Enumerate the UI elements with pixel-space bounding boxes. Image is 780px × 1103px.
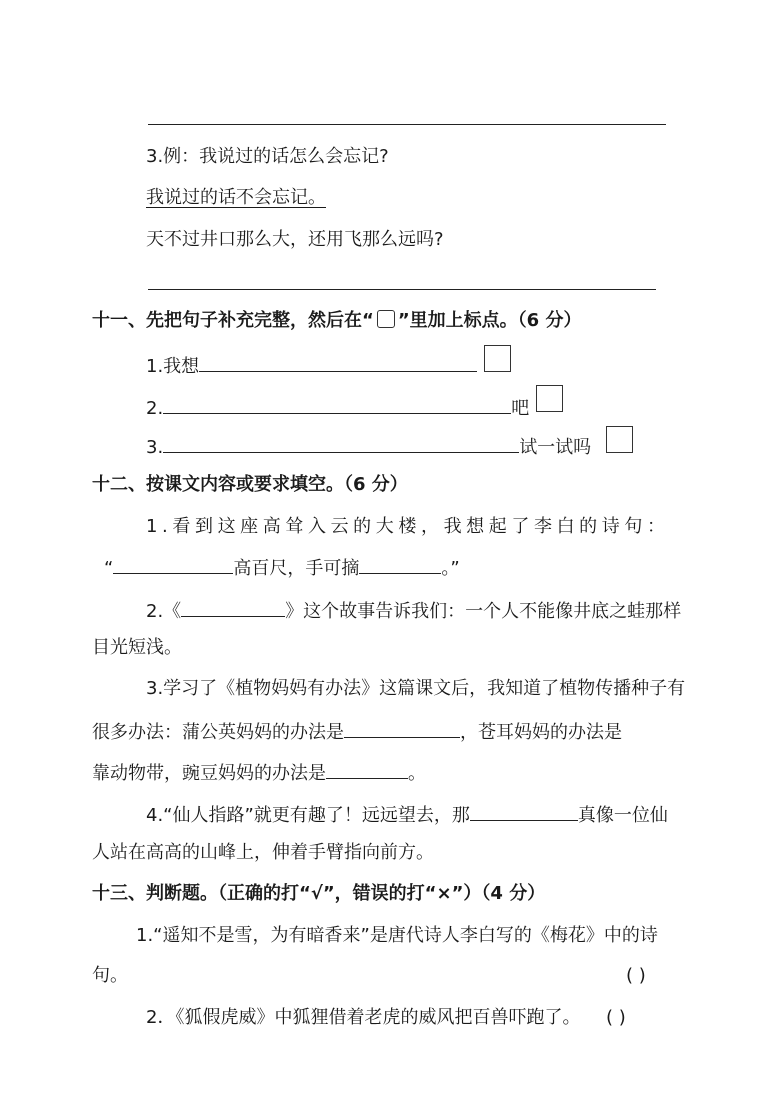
q13-item2: 2．《狐假虎威》中狐狸借着老虎的威风把百兽吓跑了。	[146, 1007, 581, 1028]
section-12-heading: 十二、按课文内容或要求填空。（6 分）	[92, 474, 408, 495]
q12-item1-line2	[104, 554, 460, 581]
q11-s3-suffix: 试一试吗	[519, 437, 592, 458]
q11-s2-blank[interactable]	[163, 394, 511, 414]
section-11-heading-end: ”里加上标点。（6 分）	[397, 310, 582, 331]
q12-i1-mid: 高百尺，手可摘	[233, 558, 360, 579]
q11-s2-prefix: 2.	[146, 398, 164, 419]
q11-s3-blank[interactable]	[163, 433, 519, 453]
q12-item3-line1: 3.学习了《植物妈妈有办法》这篇课文后，我知道了植物传播种子有	[146, 678, 686, 699]
section-11-heading-start: 十一、先把句子补充完整，然后在“	[92, 310, 374, 331]
q12-item3-line3	[92, 759, 426, 786]
q12-i3-l3-end: 。	[408, 763, 426, 784]
q11-s1-prefix: 1.我想	[146, 356, 200, 377]
q12-item2-line2: 目光短浅。	[92, 637, 182, 658]
q12-i4-start: 4.“仙人指路”就更有趣了！远远望去，那	[146, 805, 470, 826]
q12-i1-close: 。”	[441, 558, 460, 579]
q12-item2-line1	[146, 597, 681, 624]
q12-i3-l3-start: 靠动物带，豌豆妈妈的办法是	[92, 763, 326, 784]
q12-i2-start: 2.《	[146, 601, 182, 622]
q12-i3-l2-start: 很多办法：蒲公英妈妈的办法是	[92, 722, 344, 743]
answer-line-top[interactable]	[148, 124, 666, 125]
q11-s2-punctuation-box[interactable]	[536, 385, 563, 412]
q11-s2-suffix: 吧	[511, 398, 530, 419]
q11-sentence-2	[146, 394, 529, 421]
q11-s1-punctuation-box[interactable]	[484, 345, 511, 372]
q11-sentence-3	[146, 433, 591, 460]
q11-sentence-1	[146, 352, 477, 379]
q12-i1-blank-2[interactable]	[359, 554, 441, 574]
q12-i3-blank-2[interactable]	[326, 759, 408, 779]
q12-i1-open-quote: “	[104, 558, 114, 579]
q12-item3-line2	[92, 718, 622, 745]
q12-i4-blank[interactable]	[470, 801, 578, 821]
section-11-heading	[92, 309, 581, 333]
q13-item2-answer-paren[interactable]: ( )	[606, 1007, 626, 1028]
q10-item3-example: 我说过的话不会忘记。	[146, 187, 326, 208]
q13-item1-line2: 句。	[92, 965, 128, 986]
q12-i4-end: 真像一位仙	[577, 805, 668, 826]
q12-item4-line2: 人站在高高的山峰上，伸着手臂指向前方。	[92, 842, 434, 863]
q12-i1-blank-1[interactable]	[113, 554, 233, 574]
q12-item1-line1: 1.看到这座高耸入云的大楼，我想起了李白的诗句：	[146, 516, 670, 537]
q13-item1-answer-paren[interactable]: ( )	[626, 965, 646, 986]
q10-item3-sentence: 天不过井口那么大，还用飞那么远吗?	[146, 229, 444, 250]
q12-i2-end: 》这个故事告诉我们：一个人不能像井底之蛙那样	[285, 601, 682, 622]
q13-item1-line1: 1.“遥知不是雪，为有暗香来”是唐代诗人李白写的《梅花》中的诗	[136, 925, 658, 946]
punctuation-box-icon	[377, 310, 395, 328]
q12-item4-line1	[146, 801, 668, 828]
answer-line-q10-item3[interactable]	[148, 289, 656, 290]
q12-i3-blank-1[interactable]	[344, 718, 460, 738]
section-13-heading: 十三、判断题。（正确的打“√”，错误的打“×”）（4 分）	[92, 883, 546, 904]
q11-s3-prefix: 3.	[146, 437, 164, 458]
q12-i3-l2-end: ，苍耳妈妈的办法是	[460, 722, 622, 743]
q11-s1-blank[interactable]	[199, 352, 477, 372]
q12-i2-blank[interactable]	[181, 597, 285, 617]
q11-s3-punctuation-box[interactable]	[606, 426, 633, 453]
q10-item3-prompt: 3.例：我说过的话怎么会忘记?	[146, 146, 389, 167]
